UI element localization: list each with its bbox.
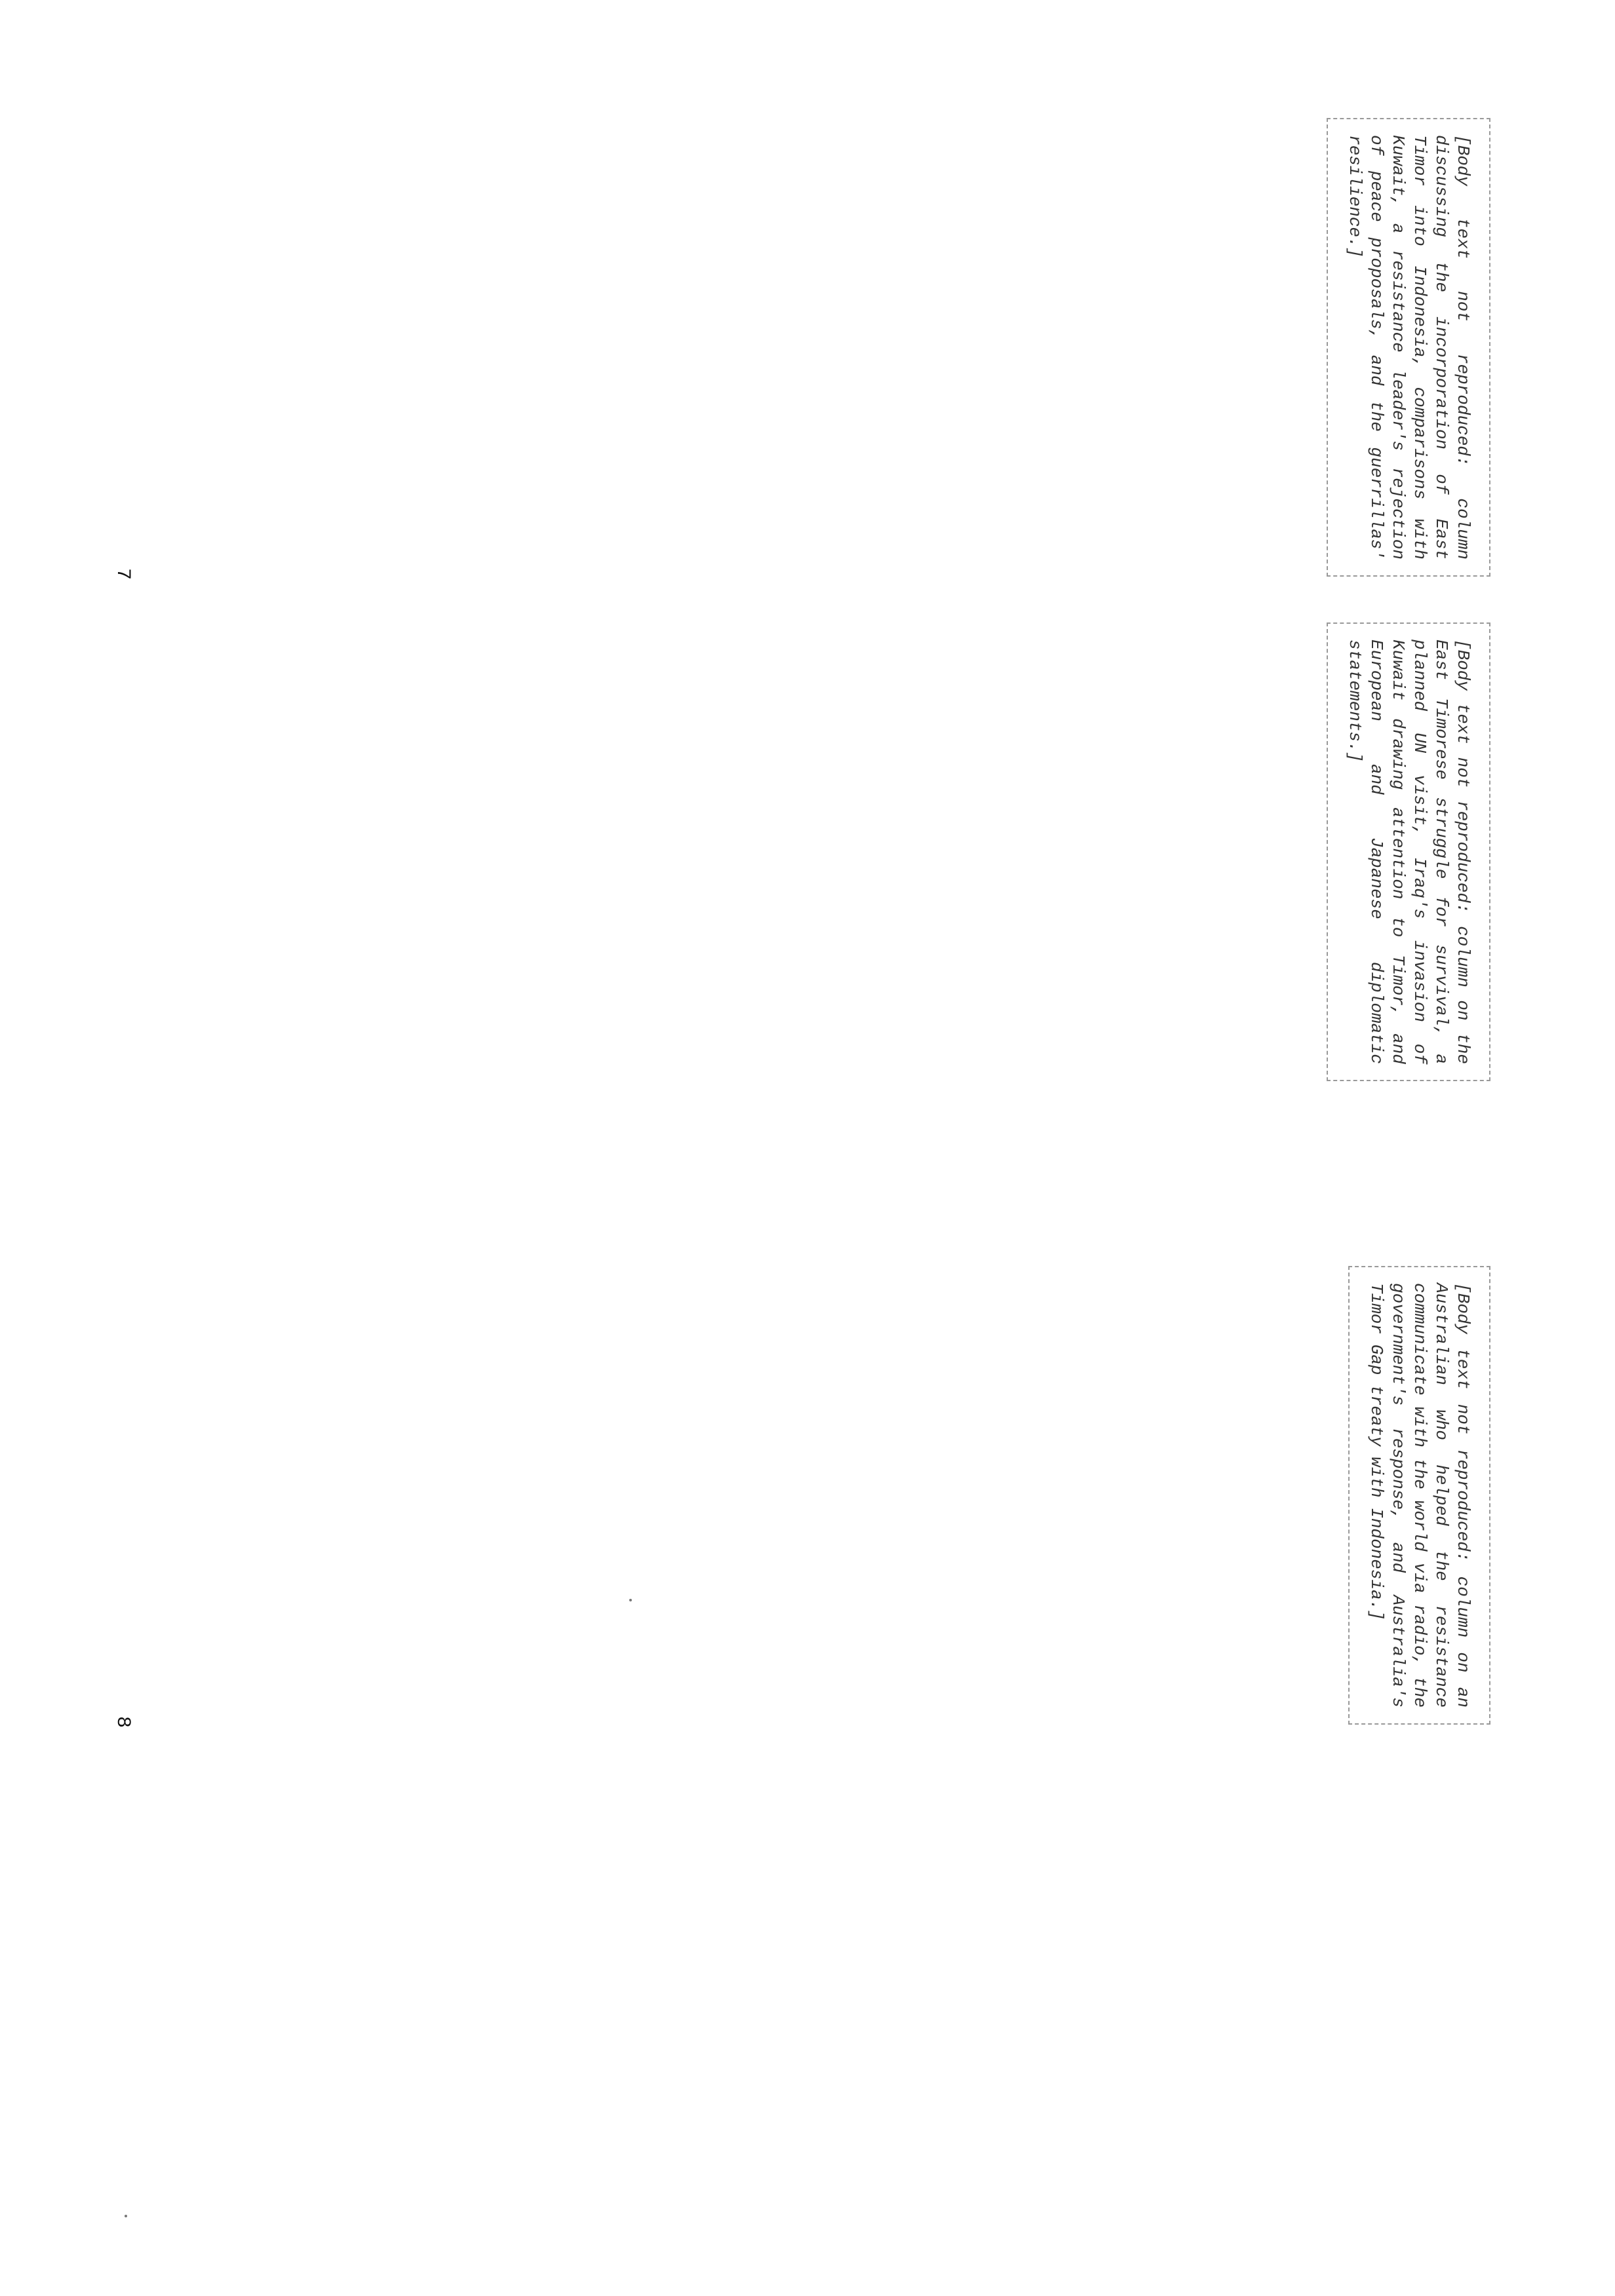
scan-speck bbox=[629, 1599, 632, 1601]
page-number: 8 bbox=[111, 1715, 134, 1728]
page-left-column-1 bbox=[1327, 118, 1490, 577]
page-number: 7 bbox=[111, 567, 134, 580]
page-right-column-1 bbox=[1348, 1266, 1490, 1725]
page-left-column-2 bbox=[1327, 622, 1490, 1081]
column-summary: [Body text not reproduced: column on an Australian who helped the resistance communicate with the world via radio, the government's response, and Australia's Timor Gap treaty with Indonesia.] bbox=[1348, 1266, 1490, 1725]
page-right bbox=[0, 1148, 1615, 2296]
column-summary: [Body text not reproduced: column on the East Timorese struggle for survival, a planned UN visit, Iraq's invasion of Kuwait drawing attention to Timor, and European and Japanese diplomatic statements.] bbox=[1327, 622, 1490, 1081]
scan-speck bbox=[125, 2215, 127, 2217]
column-summary: [Body text not reproduced: column discussing the incorporation of East Timor into Indonesia, comparisons with Kuwait, a resistance leader's rejection of peace proposals, and the guerrillas' resilience.] bbox=[1327, 118, 1490, 577]
